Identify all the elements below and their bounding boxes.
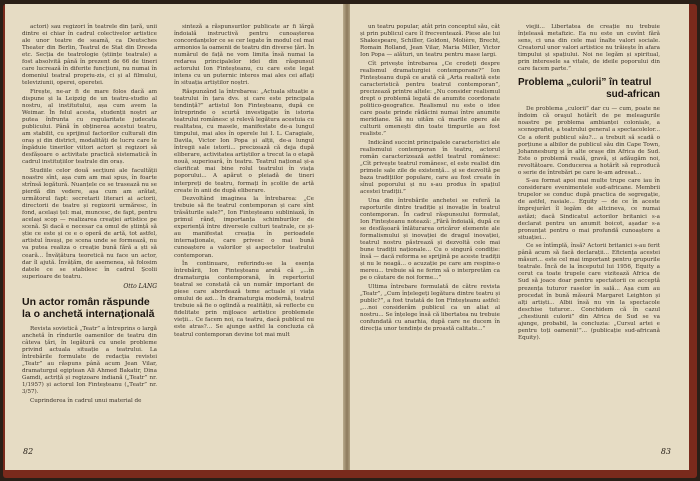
right-page — [350, 4, 689, 470]
paragraph: sinteză a răspunsurilor publicate ar fi lărgă îndoială instructivă pentru cunoașterea concordanțelor ce se cer legate în modul cel mai armonios la oamenii de teatru din diverse țări. În numărul de față ne vom limita însă numai la redarea principalelor idei din răspunsul actorului Ion Finteșteanu, cu care este legat intens cu un puternic interes mai ales cei aflați în situația artiștilor noștri. — [174, 24, 314, 87]
article-headline: Un actor român răspunde la o anchetă internațională — [22, 295, 155, 320]
paragraph: Ultima întrebare formulată de către revista „Teatr”, „Cum înțelegeți legătura dintre teatru și public?”, a fost tratată de Ion Finteșteanu astfel: „...noi considerăm publicul ca un aliat al nostru... Se înțelege însă că libertatea nu trebuie confundată cu anarhia, după care ne ducem în direcția unor tendințe de proastă calitate...” — [360, 283, 500, 332]
author-signature: Otto LANG — [123, 282, 157, 290]
paragraph: Studiile celor două secțiuni ale facultății noastre sînt, așa cum am mai spus, în foarte strînsă legătură. Nuanțele ce se trasează nu se pierdă din vedere, așa cum am arătat, următorul fapt: secretarii literari ai actorii, directorii de teatre și regizorii urmăresc, în fond, același țel: mai, muncesc, de fapt, pentru același scop — realizarea creației artistice pe scenă. Și dacă e necesar ca omul de știință să știe ce este și ce e o operă de artă, tot astfel, artistul însuși, pe scena unde se formează, nu va putea realiza o creație bună fără a ști să ceară... Învățătura teoretică nu face un actor, dar îl ajută. Învățăm, de asemenea, să folosim datele ce se stabilesc în cadrul Școlii superioare de teatru. — [22, 167, 157, 280]
paragraph: un teatru popular, atât prin conceptul său, cât și prin publicul care îl frecventează. Piese ale lui Shakespeare, Schiller, Goldoni, Molière, Brecht, Romain Rolland, Jean Vilar, Maria Miller, Victor Ion Popa — alături, un teatru pentru mase largi. — [360, 24, 500, 59]
paragraph: Una din întrebările anchetei se referă la raporturile dintre tradiție și inovație în teatrul contemporan. În cadrul răspunsului formulat, Ion Finteșteanu notează: „Fără îndoială, după ce se desfășoară înlăturarea oricăror elemente ale formalismului și inovației de dragul inovației, teatrul nostru păstrează și dezvoltă cele mai bune tradiții naționale... Cu o singură condiție: însă — dacă reforma se sprijină pe aceste tradiții și nu le neagă... o acuzație pe care am respins-o mereu... trebuie să ne ferim să o interpretăm ca pe o căutare de noi forme...” — [360, 197, 500, 282]
paragraph: Răspunzând la întrebarea: „Actuala situație a teatrului în țara dvs. și care este principala tendință?” artistul Ion Finteșteanu, după ce întreprinde o scurtă investigație în istoria teatrului românesc și relevă legătura acestuia cu realitatea, cu masele, manifestate de-a lungul timpului, mai ales în operele lui I. L. Caragiale, Davila, Victor Ion Popa și alții, de-a lungul întregii sale istorii... precizează că deja după eliberare, activitatea artiștilor a trecut la o etapă nouă, superioară, în teatru. Teatrul național și-a clarificat mai bine rolul teatrului în viața poporului... A apărut o pleiadă de tineri interpreți de teatru, formați în școlile de artă create în anii de după eliberare. — [174, 88, 314, 194]
paragraph: Indicând succint principalele caracteristici ale realismului contemporan în teatru, actorul român caracterizează astfel teatrul românesc: „Cît privește teatrul românesc, el este realist din primele sale zile de existență... și se dezvoltă pe baza tradițiilor populare, care au fost create în sînul poporului și nu s-au produs în spațiul acestei tradiții.” — [360, 139, 500, 196]
paragraph: Cît privește întrebarea „Ce credeți despre realismul dramaturgiei contemporane?” Ion Finteșteanu după ce arată că „Arta realistă este caracteristică pentru teatrul contemporan”, precizează printre altele: „Nu consider realismul drept o problemă legată de anumite coordonate politico-geografice. Realismul nu este o idee care poate prinde rădăcini numai între anumite meridiane. Să nu uităm că marile opere ale culturii omenești din toate timpurile au fost realiste.” — [360, 60, 500, 138]
paragraph: viejii... Libertatea de creație nu trebuie înțeleasă metafizic. Ea nu este un cuvînt fără sens, ci una din cele mai înalte valori sociale. Creatorul unor valori artistice nu trăiește în afara timpului și spațiului. Noi ne legăm și spiritual, prin interesele sa vitale, de ideile poporului din care facem parte.” — [518, 24, 660, 73]
left-page-column-2 — [174, 24, 314, 340]
left-page-column-1 — [22, 24, 157, 406]
page-number: 83 — [660, 447, 671, 456]
paragraph: actori) sau regizori în teatrele din țară, unii dintre ei chiar în cadrul colectivelor artistice ale unor teatre de seamă, ca Deutsches Theater din Berlin, Teatrul de Stat din Dresda etc. Secția de teatrologie (științe teatrale) a fost absolvită până în prezent de 66 de tineri care lucrează în diferite funcțiuni, nu numai în domeniul teatral propriu-zis, ci și al filmului, televiziunii, operei, operetei. — [22, 24, 157, 87]
paragraph: Firește, ne-ar fi de mare folos dacă am dispune și la Leipzig de un teatru-studio al nostru, al institutului, așa cum avem la Weimar. În felul acesta, studenții noștri ar putea înfrunta cu regularitate judecata publicului. Până în obținerea acestui teatru, am stabilit, cu sprijinul factorilor culturali din oraș și din district, modalități de lucru care le îngăduie tinerilor viitori actori și regizori să desfășoare o activitate practică sistematică în cadrul instituțiilor teatrale din oraș. — [22, 88, 157, 166]
headline-line-2: sud-african — [606, 88, 660, 100]
article-headline — [518, 77, 660, 100]
left-page — [5, 4, 344, 470]
paragraph: Ce se întîmplă, însă? Actorii britanici s-au ferit până acum să facă declarații... Eficiența acestei măsuri... este cel mai important pentru grupurile teatrale. Încă de la începutul lui 1956, Equity a cerut ca toate trupele care vizitează Africa de Sud să joace doar pentru spectatorii ce acceptă prezența tuturor raselor în sală... Așa cum au procedat în bună măsură Margaret Leighton și alți artiști... Albii însă nu vin la spectacole deschise tuturor... Conchidem că în cazul „chestiunii culorii” din Africa de Sud se va ajunge, probabil, la concluzia: „Cursul artei e pentru toți oamenii!”... (publicație sud-africană Equity). — [518, 243, 660, 341]
paragraph: De problema „culorii” dar cu — cum, poate ne îndoim că oraşul hotărît de pe meleagurile noastre pe problema ambianței coloniale, a scenografiei, a teatrului general a spectacolelor... Ce a oferit publicul său?... a trebuit să scadă o porțiune a albilor de publicul său din Cape Town, Johannesburg și în alte orașe din Africa de Sud. Este o problemă reală, gravă, și adăugăm noi, revoltătoare. Conducerea a hotărît să reproducă o serie de întrebări pe care le-am adresat... — [518, 106, 660, 176]
headline-line-1: Problema „culorii” în teatrul — [518, 77, 652, 89]
paragraph: S-au format apoi mai multe trupe care iau în considerare evenimentele sud-africane. Membrii trupelor se conduc după practica de segregație, de astfel, rasiale... Equity — de ce în aceste împrejurări îl legăm de altcineva, ce numai astăzi; dacă Sindicatul actorilor britanici s-a declarat pentru un anumit boicot, așadar s-a pronunțat pentru o mai profundă cunoaștere a situației... — [518, 178, 660, 241]
right-page-column-1 — [360, 24, 500, 335]
paragraph: În continuare, referindu-se la esența întrebării, Ion Finteșteanu arată că „...în dramaturgia contemporană, în repertoriul teatral se constată că un număr important de piese care abordează teme actuale și viața omului de azi... În dramaturgia modernă, teatrul trebuie să fie o oglindă a realității, să reflecte cu fidelitate prin mijloace artistice problemele vieții... Ce facem noi, ca teatru, dacă publicul nu este atras?... Se ajunge astfel la concluzia că teatrul contemporan devine tot mai mult — [174, 261, 314, 338]
paragraph: Cuprinderea în cadrul unui material de — [30, 397, 142, 404]
right-page-column-2 — [518, 24, 660, 343]
paragraph: Dezvoltând imaginea la întrebarea: „Ce trebuie să fie teatrul contemporan și care sînt trăsăturile sale?”, Ion Finteșteanu subliniază, în primul rând, importanța schimburilor de experiență între diversele culturi teatrale, ce și-au manifestat creația în perioadele internaționale, care privesc o mai bună cunoaștere a valorilor și aspectelor teatrului contemporan. — [174, 196, 314, 259]
page-number: 82 — [23, 447, 34, 456]
paragraph: Revista sovietică „Teatr” a întreprins o largă anchetă în rîndurile oamenilor de teatru din câteva țări, în legătură cu unele probleme privind actuala situație a teatrului. La întrebările formulate de redacția revistei „Teatr” au răspuns până acum Jean Vilar, dramaturgul egiptean Ali Ahmed Bakatir, Dina Gamdi, actriță și regizoare indiană („Teatr” nr. 1/1957) și actorul Ion Finteșteanu („Teatr” nr. 3/57). — [22, 325, 157, 396]
